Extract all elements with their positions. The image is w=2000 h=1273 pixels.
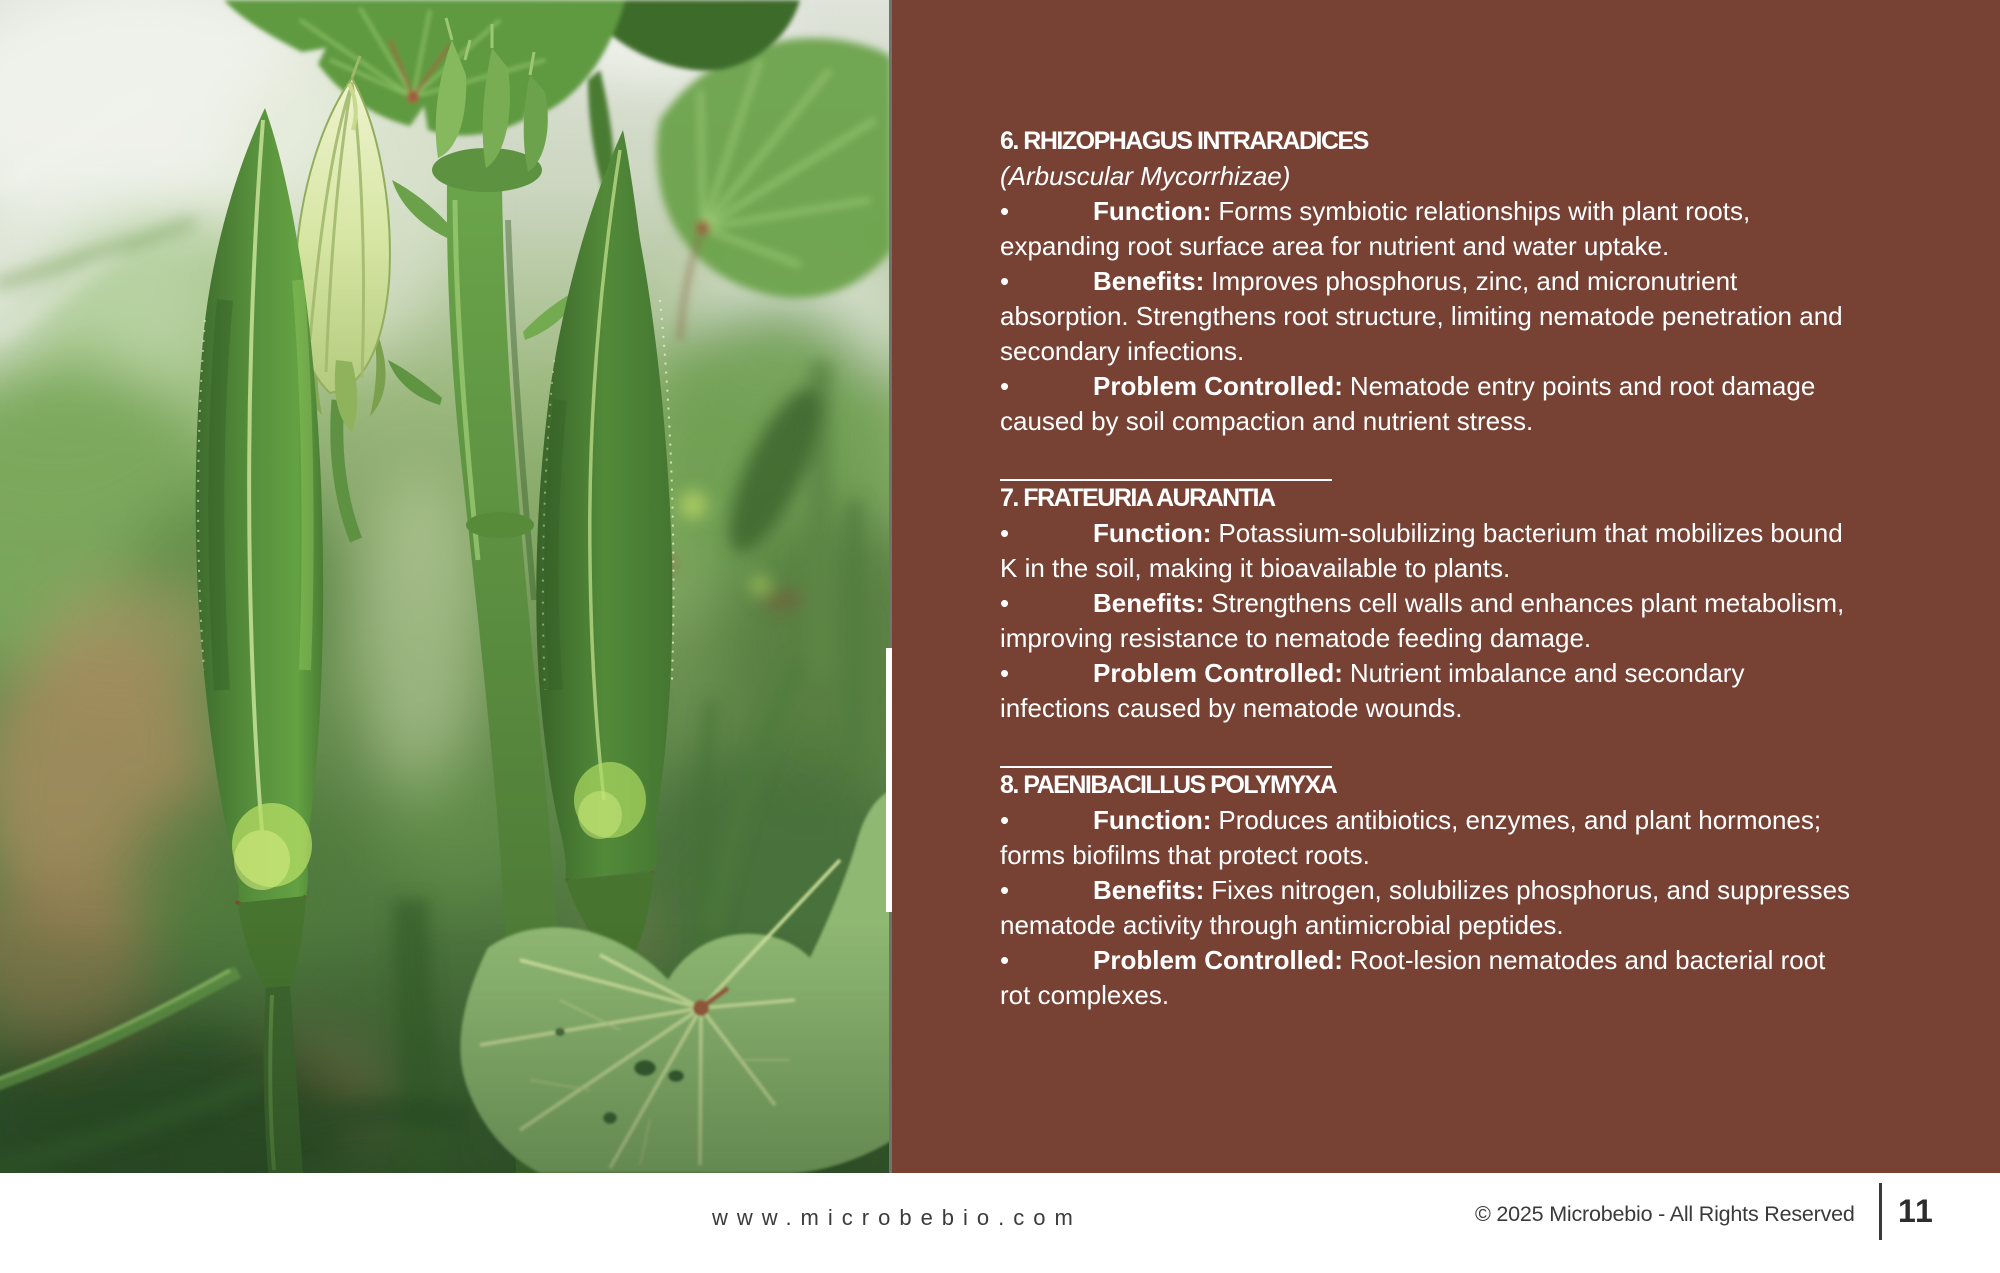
bullet-text: Nutrient imbalance and secondary infections caused by nematode wounds. (1000, 658, 1745, 723)
bullet-label: Function: (1093, 518, 1212, 548)
section-heading: 6. RHIZOPHAGUS INTRARADICES (1000, 127, 1368, 155)
page-number: 11 (1898, 1193, 1934, 1229)
section-frateuria-aurantia (1000, 481, 1856, 726)
page-number-divider (1879, 1183, 1882, 1240)
okra-plant-photo (0, 0, 892, 1173)
bullet-label: Benefits: (1093, 266, 1205, 296)
bullet-label: Benefits: (1093, 588, 1205, 618)
bullet-label: Function: (1093, 805, 1212, 835)
bullet-icon: • (1000, 945, 1010, 975)
bullet-icon: • (1000, 658, 1010, 688)
bullet-item (1000, 264, 1856, 369)
section-rhizophagus-intraradices (1000, 124, 1856, 439)
panel-content (1000, 124, 1856, 1013)
section-subheading: (Arbuscular Mycorrhizae) (1000, 161, 1291, 191)
bullet-label: Benefits: (1093, 875, 1205, 905)
bullet-item (1000, 369, 1856, 439)
microbe-info-panel (892, 0, 2000, 1173)
section-heading: 7. FRATEURIA AURANTIA (1000, 484, 1275, 512)
bullet-text: Fixes nitrogen, solubilizes phosphorus, and suppresses nematode activity through antimicrobial peptides. (1000, 875, 1851, 940)
bullet-icon: • (1000, 588, 1010, 618)
bullet-text: Produces antibiotics, enzymes, and plant hormones; forms biofilms that protect roots. (1000, 805, 1822, 870)
bullet-item (1000, 516, 1856, 586)
bullet-label: Problem Controlled: (1093, 945, 1343, 975)
bullet-icon: • (1000, 518, 1010, 548)
bullet-item (1000, 194, 1856, 264)
bullet-text: Nematode entry points and root damage caused by soil compaction and nutrient stress. (1000, 371, 1816, 436)
section-heading: 8. PAENIBACILLUS POLYMYXA (1000, 771, 1337, 799)
bullet-item (1000, 943, 1856, 1013)
bullet-icon: • (1000, 875, 1010, 905)
okra-photo-illustration (0, 0, 892, 1173)
bullet-item (1000, 803, 1856, 873)
bullet-icon: • (1000, 196, 1010, 226)
section-paenibacillus-polymyxa (1000, 768, 1856, 1013)
website-link[interactable]: www.microbebio.com (712, 1205, 1082, 1230)
bullet-item (1000, 873, 1856, 943)
bullet-label: Problem Controlled: (1093, 658, 1343, 688)
bullet-text: Forms symbiotic relationships with plant roots, expanding root surface area for nutrient and water uptake. (1000, 196, 1751, 261)
bullet-label: Problem Controlled: (1093, 371, 1343, 401)
bullet-text: Strengthens cell walls and enhances plant metabolism, improving resistance to nematode feeding damage. (1000, 588, 1845, 653)
bullet-item (1000, 656, 1856, 726)
bullet-icon: • (1000, 805, 1010, 835)
bullet-text: Potassium-solubilizing bacterium that mobilizes bound K in the soil, making it bioavailable to plants. (1000, 518, 1843, 583)
bullet-text: Improves phosphorus, zinc, and micronutrient absorption. Strengthens root structure, limiting nematode penetration and secondary infections. (1000, 266, 1843, 366)
bullet-item (1000, 586, 1856, 656)
page-footer (0, 1173, 2000, 1273)
bullet-text: Root-lesion nematodes and bacterial root rot complexes. (1000, 945, 1826, 1010)
bullet-label: Function: (1093, 196, 1212, 226)
copyright-text: © 2025 Microbebio - All Rights Reserved (1475, 1202, 1855, 1226)
bullet-icon: • (1000, 371, 1010, 401)
bullet-icon: • (1000, 266, 1010, 296)
